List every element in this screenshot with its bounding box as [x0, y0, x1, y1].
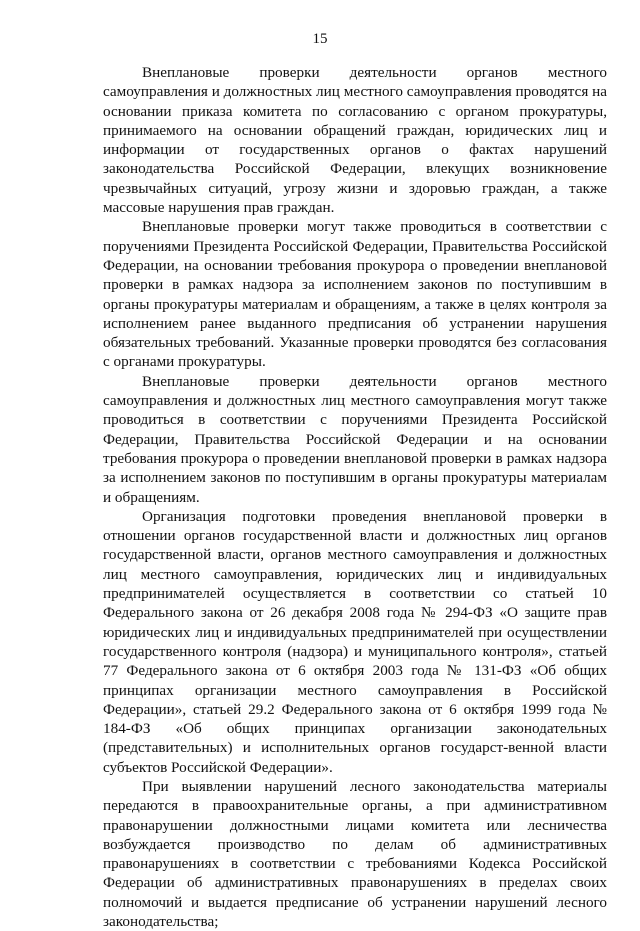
paragraph-inspection-preparation-federal-laws: Организация подготовки проведения внеплановой проверки в отношении органов государственной власти и должностных лиц органов государственной власти, органов местного самоуправления и должностных лиц местного самоуправления, юридических лиц и индивидуальных предпринимателей осуществляется в соответствии со статьей 10 Федерального закона от 26 декабря 2008 года № 294-ФЗ «О защите прав юридических лиц и индивидуальных предпринимателей при осуществлении государственного контроля (надзора) и муниципального контроля», статьей 77 Федерального закона от 6 октября 2003 года № 131-ФЗ «Об общих принципах организации местного самоуправления в Российской Федерации», статьей 29.2 Федерального закона от 6 октября 1999 года № 184-ФЗ «Об общих принципах организации законодательных (представительных) и исполнительных органов государст-венной власти субъектов Российской Федерации». [103, 507, 607, 776]
document-body [103, 63, 607, 931]
paragraph-unscheduled-inspections-presidential-orders: Внеплановые проверки могут также проводиться в соответствии с поручениями Президента Российской Федерации, Правительства Российской Федерации, на основании требования прокурора о проведении внеплановой проверки в рамках надзора за исполнением законов по поступившим в органы прокуратуры материалам и обращениям, а также в целях контроля за исполнением ранее выданного предписания об устранении нарушения обязательных требований. Указанные проверки проводятся без согласования с органами прокуратуры. [103, 218, 607, 371]
paragraph-unscheduled-inspections-local-government: Внеплановые проверки деятельности органов местного самоуправления и должностных лиц местного самоуправления проводятся на основании приказа комитета по согласованию с органом прокуратуры, принимаемого на основании обращений граждан, юридических лиц и информации от государственных органов о фактах нарушений законодательства Российской Федерации, влекущих возникновение чрезвычайных ситуаций, угрозу жизни и здоровью граждан, а также массовые нарушения прав граждан. [103, 64, 607, 217]
page-number: 15 [312, 31, 328, 47]
paragraph-forest-law-violations: При выявлении нарушений лесного законодательства материалы передаются в правоохранительные органы, а при административном правонарушении должностными лицами комитета или лесничества возбуждается производство по делам об административных правонарушениях в соответствии с требованиями Кодекса Российской Федерации об административных правонарушениях в пределах своих полномочий и выдается предписание об устранении нарушений лесного законодательства; [103, 777, 607, 931]
paragraph-unscheduled-inspections-prosecutor-requirements: Внеплановые проверки деятельности органов местного самоуправления и должностных лиц местного самоуправления могут также проводиться в соответствии с поручениями Президента Российской Федерации, Правительства Российской Федерации и на основании требования прокурора о проведении внеплановой проверки в рамках надзора за исполнением законов по поступившим в органы прокуратуры материалам и обращениям. [103, 372, 607, 506]
